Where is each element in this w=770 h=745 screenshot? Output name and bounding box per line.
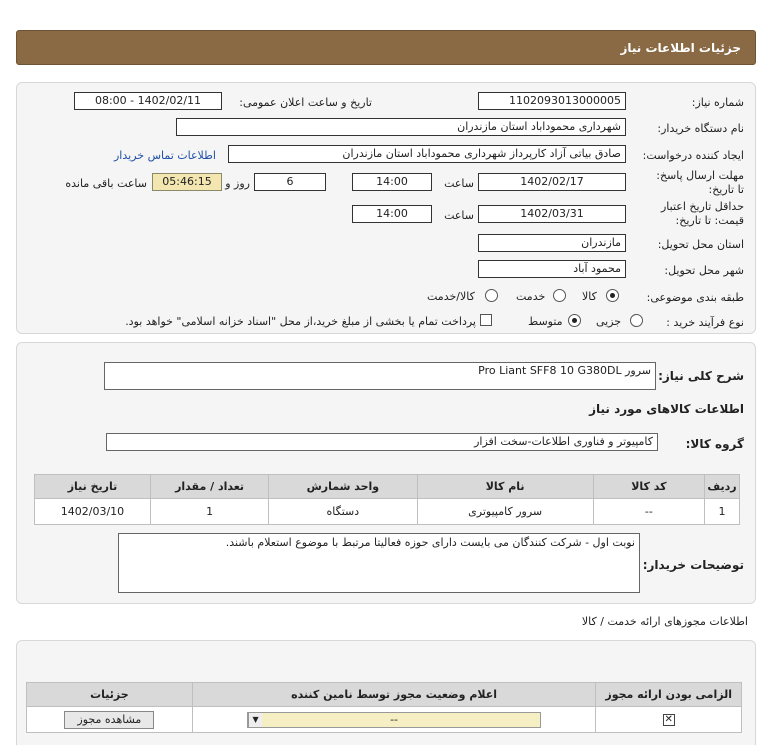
buyer-contact-link[interactable]: اطلاعات تماس خریدار [114,149,216,162]
cell-status [192,707,596,733]
cell-code: -- [593,499,704,525]
permits-table-header [27,683,742,707]
permits-title: اطلاعات مجوزهای ارائه خدمت / کالا [581,615,748,628]
col-name: نام کالا [417,475,593,499]
need-number-field: 1102093013000005 [478,92,626,110]
table-row [35,499,740,525]
province-field: مازندران [478,234,626,252]
remaining-time-field: 05:46:15 [152,173,222,191]
remaining-label: ساعت باقی مانده [65,177,147,190]
col-row: ردیف [704,475,739,499]
page-header [16,30,756,65]
creator-field: صادق بیاتی آزاد کارپرداز شهرداری محموداباد استان مازندران [228,145,626,163]
announce-label: تاریخ و ساعت اعلان عمومی: [239,96,372,109]
buyer-org-field: شهرداری محموداباد استان مازندران [176,118,626,136]
col-qty: تعداد / مقدار [150,475,268,499]
permits-table [26,682,742,733]
validity-time-label: ساعت [444,209,474,222]
deadline-label: مهلت ارسال پاسخ: تا تاریخ: [656,169,744,196]
city-label: شهر محل تحویل: [664,264,744,277]
category-radio-both[interactable] [485,289,498,302]
group-field: کامپیوتر و فناوری اطلاعات-سخت افزار [106,433,658,451]
page-title: جزئیات اطلاعات نیاز [620,41,741,55]
announce-field: 1402/02/11 - 08:00 [74,92,222,110]
buyer-notes-label: توضیحات خریدار: [642,558,744,572]
category-label: طبقه بندی موضوعی: [646,291,744,304]
validity-label: حداقل تاریخ اعتبار قیمت: تا تاریخ: [660,200,744,227]
cell-date: 1402/03/10 [35,499,151,525]
category-option-goods: کالا [582,290,597,303]
category-radio-service[interactable] [553,289,566,302]
goods-table-header [35,475,740,499]
col-status: اعلام وضعیت مجوز توسط نامین کننده [192,683,596,707]
cell-unit: دستگاه [269,499,417,525]
validity-date-field: 1402/03/31 [478,205,626,223]
permit-status-value: -- [390,712,399,726]
process-option-medium: متوسط [528,315,563,328]
col-date: تاریخ نیاز [35,475,151,499]
cell-details [27,707,193,733]
validity-time-field: 14:00 [352,205,432,223]
col-unit: واحد شمارش [269,475,417,499]
goods-table [34,474,740,525]
creator-label: ایجاد کننده درخواست: [642,149,744,162]
days-field: 6 [254,173,326,191]
table-row [27,707,742,733]
goods-info-title: اطلاعات کالاهای مورد نیاز [589,402,744,416]
col-code: کد کالا [593,475,704,499]
need-number-label: شماره نیاز: [691,96,744,109]
process-radio-medium[interactable] [568,314,581,327]
process-label: نوع فرآیند خرید : [666,316,744,329]
col-required: الزامی بودن ارائه مجوز [596,683,742,707]
deadline-time-label: ساعت [444,177,474,190]
process-radio-minor[interactable] [630,314,643,327]
payment-checkbox[interactable] [480,314,492,326]
group-label: گروه کالا: [685,437,744,451]
cell-qty: 1 [150,499,268,525]
process-option-minor: جزیی [596,315,622,328]
view-permit-button[interactable]: مشاهده مجوز [64,711,154,729]
category-option-both: کالا/خدمت [427,290,475,303]
deadline-date-field: 1402/02/17 [478,173,626,191]
cell-row: 1 [704,499,739,525]
col-details: جزئیات [27,683,193,707]
cell-name: سرور کامپیوتری [417,499,593,525]
province-label: استان محل تحویل: [657,238,744,251]
deadline-time-field: 14:00 [352,173,432,191]
category-option-service: خدمت [516,290,546,303]
required-checkbox-icon: ✕ [664,713,673,725]
buyer-org-label: نام دستگاه خریدار: [657,122,744,135]
payment-note: پرداخت تمام یا بخشی از مبلغ خرید،از محل "اسناد خزانه اسلامی" خواهد بود. [125,315,476,328]
summary-label: شرح کلی نیاز: [658,369,744,383]
city-field: محمود آباد [478,260,626,278]
buyer-notes-field: نوبت اول - شرکت کنندگان می بایست دارای حوزه فعالیتا مرتبط با موضوع استعلام باشند. [118,533,640,593]
permit-status-select[interactable] [247,712,541,728]
cell-required [596,707,742,733]
summary-field: سرور Pro Liant SFF8 10 G380DL [104,362,656,390]
category-radio-goods[interactable] [606,289,619,302]
chevron-down-icon[interactable]: ▼ [248,713,262,727]
days-label: روز و [225,177,250,190]
